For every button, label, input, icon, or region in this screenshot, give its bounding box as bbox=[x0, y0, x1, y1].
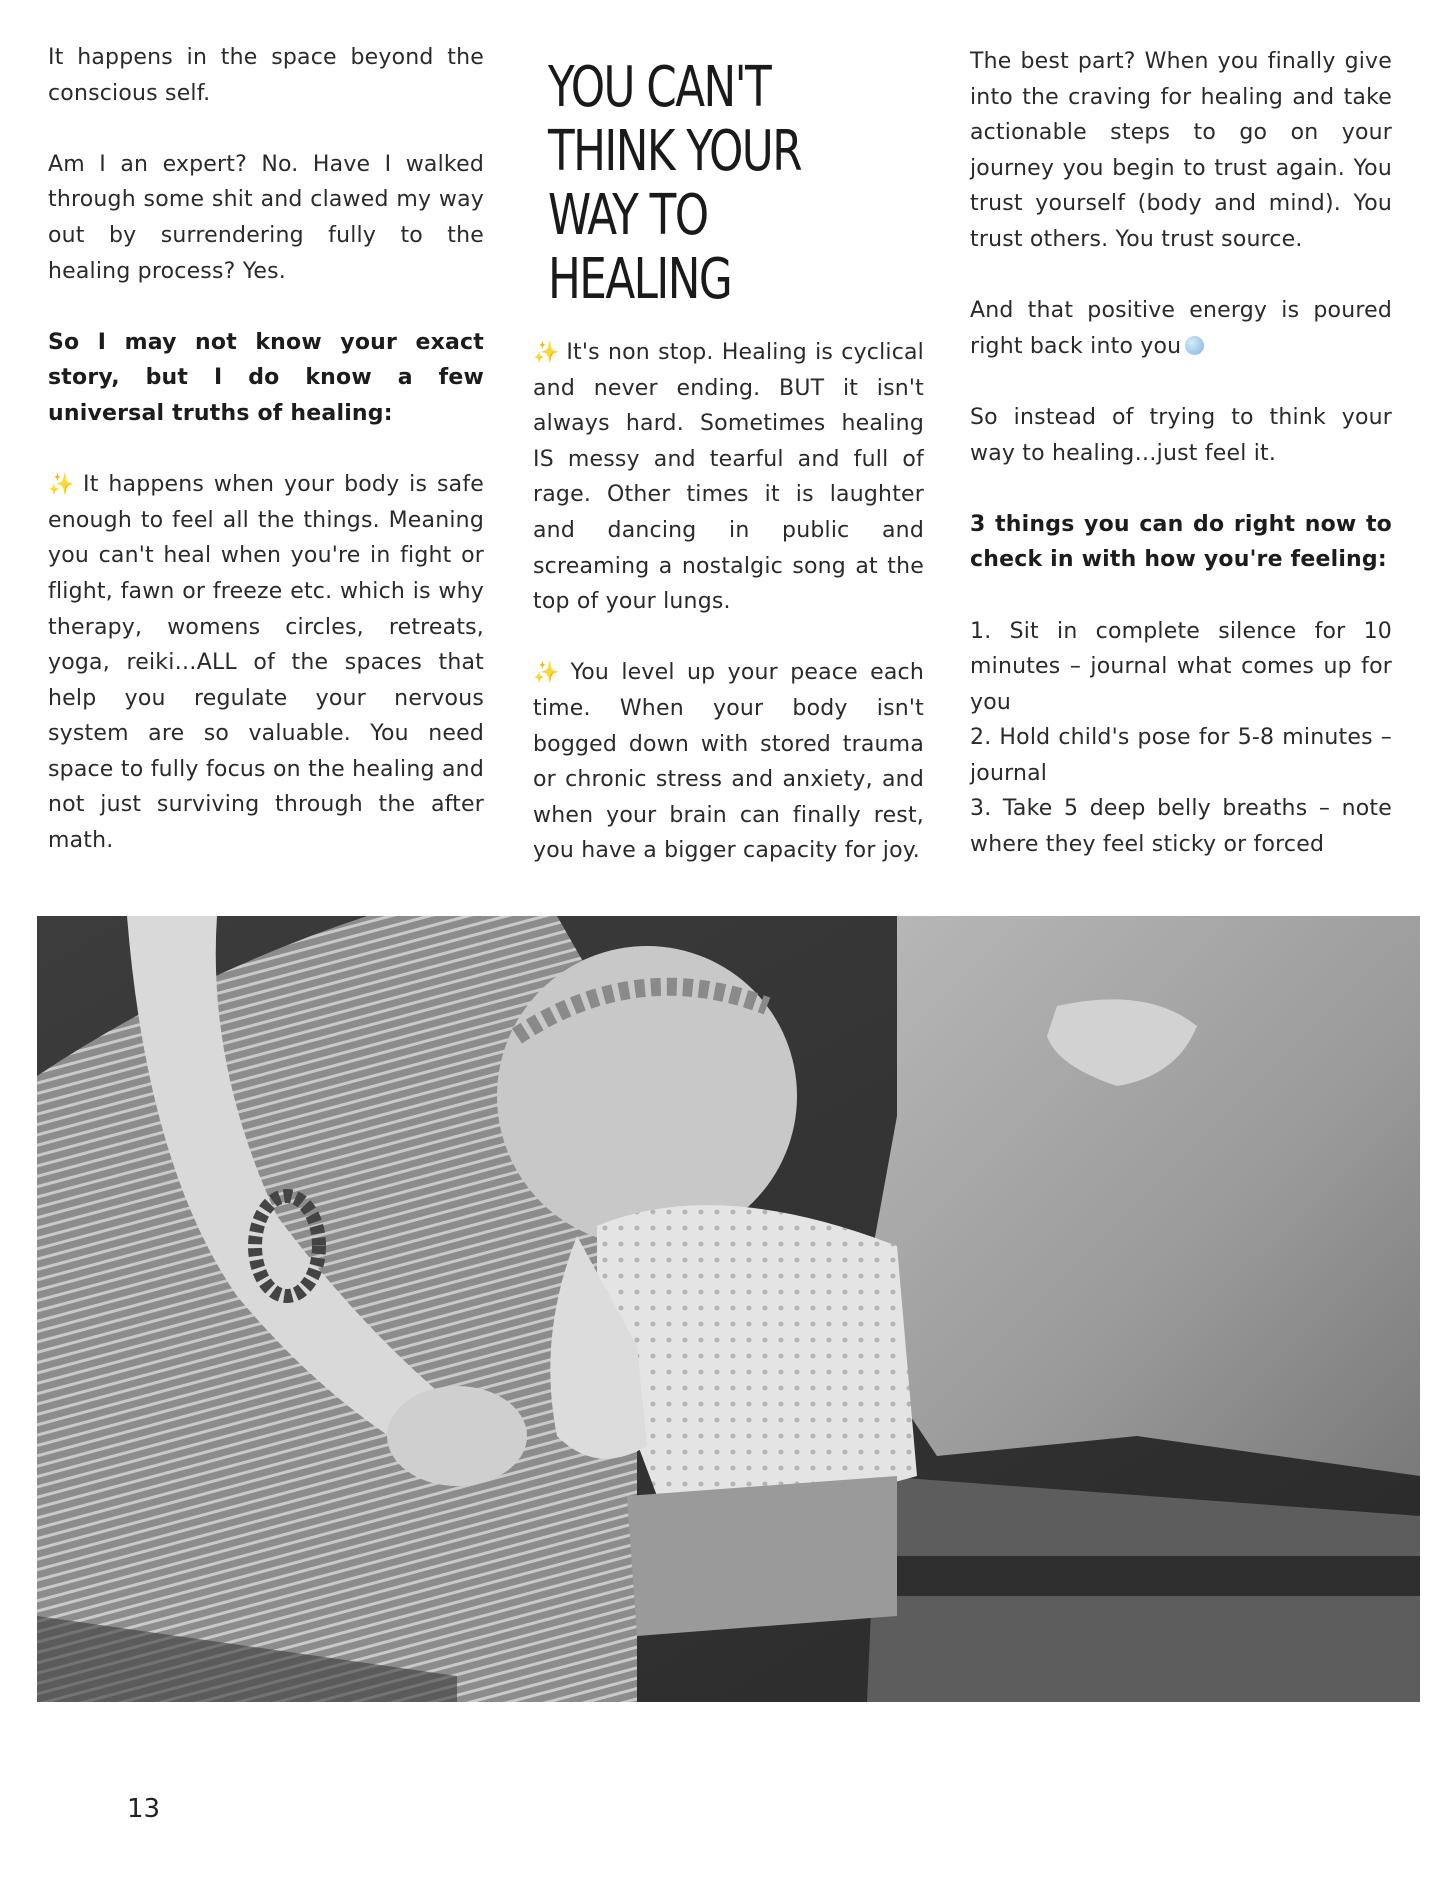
right-paragraph-1: The best part? When you finally give into the craving for healing and take actionable steps to go on your journey you begin to trust again. You trust yourself (body and mind). You trust others. You trust source. bbox=[970, 49, 1392, 252]
middle-paragraph-1 bbox=[533, 335, 924, 620]
globe-icon bbox=[1185, 336, 1204, 355]
title-line-2: THINK YOUR bbox=[548, 119, 802, 184]
truth-1-text: It happens when your body is safe enough to feel all the things. Meaning you can't heal when you're in fight or flight, fawn or freeze etc. which is why therapy, womens circles, retreats, yoga, reiki…ALL of the spaces that help you regulate your nervous system are so valuable. You need space to fully focus on the healing and not just surviving through the after math. bbox=[48, 472, 484, 854]
list-item: 2. Hold child's pose for 5-8 minutes – journal bbox=[970, 725, 1392, 786]
page-number: 13 bbox=[127, 1794, 161, 1824]
energy-text: And that positive energy is poured right back into you bbox=[970, 298, 1392, 359]
middle-column bbox=[533, 335, 924, 905]
left-paragraph-2: Am I an expert? No. Have I walked through some shit and clawed my way out by surrendering fully to the healing process? Yes. bbox=[48, 151, 484, 284]
list-item: 1. Sit in complete silence for 10 minutes – journal what comes up for you bbox=[970, 618, 1392, 715]
left-paragraph-truth-1 bbox=[48, 467, 484, 859]
title-line-1: YOU CAN'T bbox=[548, 55, 771, 120]
left-paragraph-bold: So I may not know your exact story, but I do know a few universal truths of healing: bbox=[48, 329, 484, 426]
check-in-list bbox=[970, 614, 1392, 863]
sparkle-icon: ✨ bbox=[533, 340, 561, 364]
page-title bbox=[548, 56, 844, 312]
family-photo-illustration bbox=[37, 916, 1420, 1702]
left-column bbox=[48, 40, 484, 894]
right-paragraph-2 bbox=[970, 293, 1392, 364]
title-line-4: HEALING bbox=[548, 247, 732, 312]
title-line-3: WAY TO bbox=[548, 183, 708, 248]
list-item: 3. Take 5 deep belly breaths – note where they feel sticky or forced bbox=[970, 796, 1392, 858]
left-paragraph-1: It happens in the space beyond the conscious self. bbox=[48, 45, 484, 106]
truth-2-text: It's non stop. Healing is cyclical and never ending. BUT it isn't always hard. Sometimes healing IS messy and tearful and full of rage. Other times it is laughter and dancing in public and screaming a nostalgic song at the top of your lungs. bbox=[533, 340, 924, 615]
family-photo bbox=[37, 916, 1420, 1702]
right-column bbox=[970, 44, 1392, 863]
right-paragraph-3: So instead of trying to think your way to healing…just feel it. bbox=[970, 404, 1392, 466]
right-paragraph-bold: 3 things you can do right now to check in with how you're feeling: bbox=[970, 511, 1392, 573]
middle-paragraph-2 bbox=[533, 655, 924, 869]
truth-3-text: You level up your peace each time. When your body isn't bogged down with stored trauma or chronic stress and anxiety, and when your brain can finally rest, you have a bigger capacity for joy. bbox=[533, 660, 924, 864]
sparkle-icon: ✨ bbox=[48, 472, 78, 497]
sparkle-icon: ✨ bbox=[533, 660, 565, 685]
